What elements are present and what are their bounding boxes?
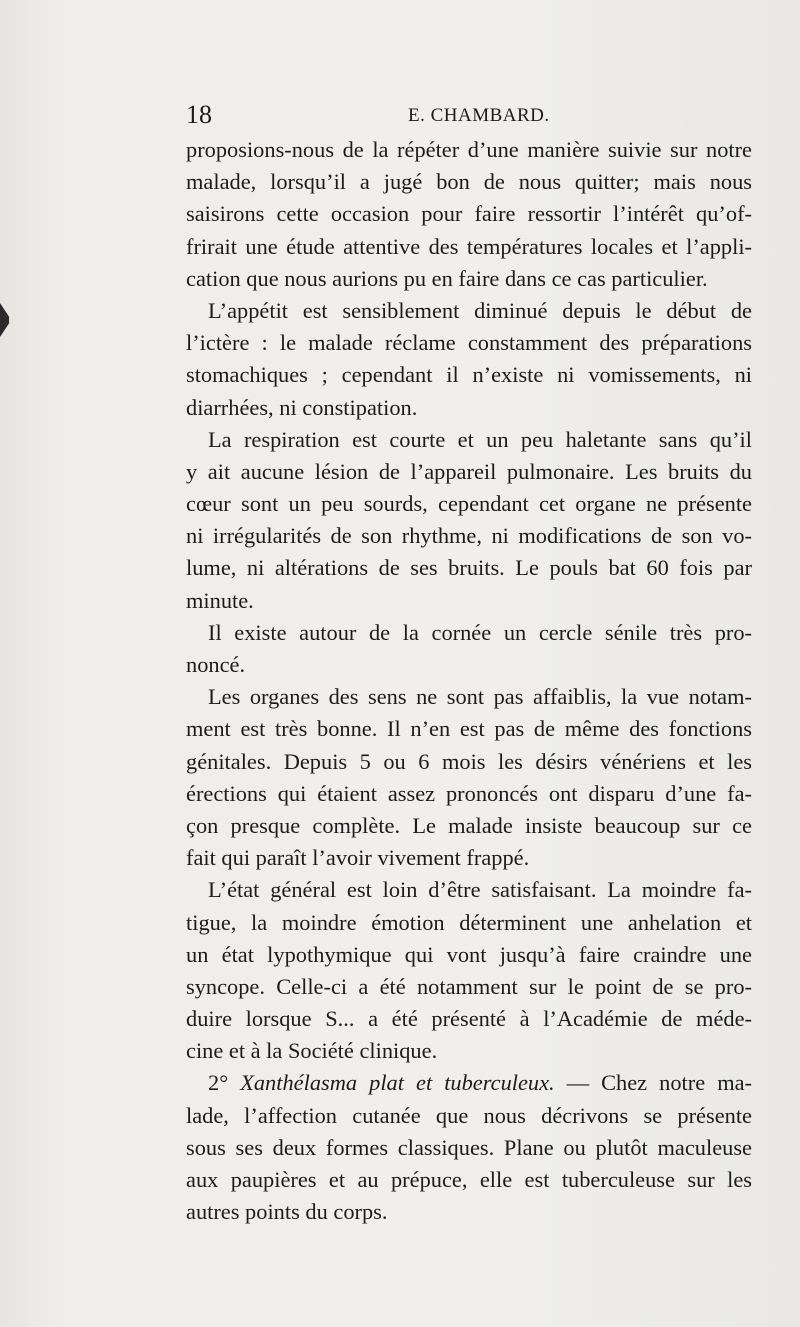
running-head: E. CHAMBARD. — [408, 105, 550, 126]
text-line: lume, ni altérations de ses bruits. Le pouls bat 60 fois par — [186, 555, 752, 581]
text-line: L’état général est loin d’être satisfaisant. La moindre fa- — [208, 877, 752, 903]
text-line: cation que nous aurions pu en faire dans ce cas particulier. — [186, 265, 708, 291]
text-line: proposions-nous de la répéter d’une manière suivie sur notre — [186, 137, 752, 162]
text-line: fait qui paraît l’avoir vivement frappé. — [186, 845, 530, 871]
text-line: ni irrégularités de son rhythme, ni modifications de son vo- — [186, 523, 752, 549]
text-line: aux paupières et au prépuce, elle est tuberculeuse sur les — [186, 1167, 752, 1192]
text-line: çon presque complète. Le malade insiste beaucoup sur ce — [186, 812, 752, 838]
text-line: lade, l’affection cutanée que nous décrivons se présente — [186, 1102, 752, 1128]
text-line: autres points du corps. — [186, 1199, 388, 1225]
text-line: duire lorsque S... a été présenté à l’Académie de méde- — [186, 1006, 752, 1032]
text-line: minute. — [186, 587, 254, 613]
page-edge-mark — [0, 303, 9, 337]
text-line: Les organes des sens ne sont pas affaiblis, la vue notam- — [208, 684, 752, 710]
text-line: génitales. Depuis 5 ou 6 mois les désirs vénériens et les — [186, 748, 752, 774]
text-line: stomachiques ; cependant il n’existe ni vomissements, ni — [186, 362, 752, 388]
text-line: Il existe autour de la cornée un cercle sénile très pro- — [208, 619, 752, 645]
text-line: L’appétit est sensiblement diminué depuis le début de — [208, 297, 752, 323]
text-line: l’ictère : le malade réclame constamment des préparations — [186, 330, 752, 356]
text-line — [186, 1067, 752, 1099]
page-header — [186, 98, 752, 132]
text-line: cine et à la Société clinique. — [186, 1038, 438, 1064]
text-line: un état lypothymique qui vont jusqu’à faire craindre une — [186, 941, 752, 967]
section-heading: Xanthélasma plat et tuberculeux. — [240, 1070, 555, 1096]
text-line: frirait une étude attentive des températures locales et l’appli- — [186, 233, 752, 259]
text-line: noncé. — [186, 652, 246, 677]
body-text — [186, 134, 752, 1228]
text-line: y ait aucune lésion de l’appareil pulmonaire. Les bruits du — [186, 458, 752, 484]
text-line: La respiration est courte et un peu haletante sans qu’il — [208, 426, 752, 452]
text-line: érections qui étaient assez prononcés ont disparu d’une fa- — [186, 780, 752, 806]
text-line: syncope. Celle-ci a été notamment sur le point de se pro- — [186, 973, 752, 999]
text-line: sous ses deux formes classiques. Plane ou plutôt maculeuse — [186, 1134, 752, 1160]
text-line: diarrhées, ni constipation. — [186, 394, 418, 420]
text-line: saisirons cette occasion pour faire ressortir l’intérêt qu’of- — [186, 201, 752, 227]
section-number: 2° — [208, 1070, 241, 1096]
line-continuation: — Chez notre ma- — [554, 1070, 753, 1096]
text-line: cœur sont un peu sourds, cependant cet organe ne présente — [186, 491, 752, 517]
text-line: malade, lorsqu’il a jugé bon de nous quitter; mais nous — [186, 169, 752, 195]
text-line: tigue, la moindre émotion déterminent une anhelation et — [186, 909, 752, 935]
page-number: 18 — [186, 100, 212, 129]
text-line: ment est très bonne. Il n’en est pas de même des fonctions — [186, 716, 752, 742]
